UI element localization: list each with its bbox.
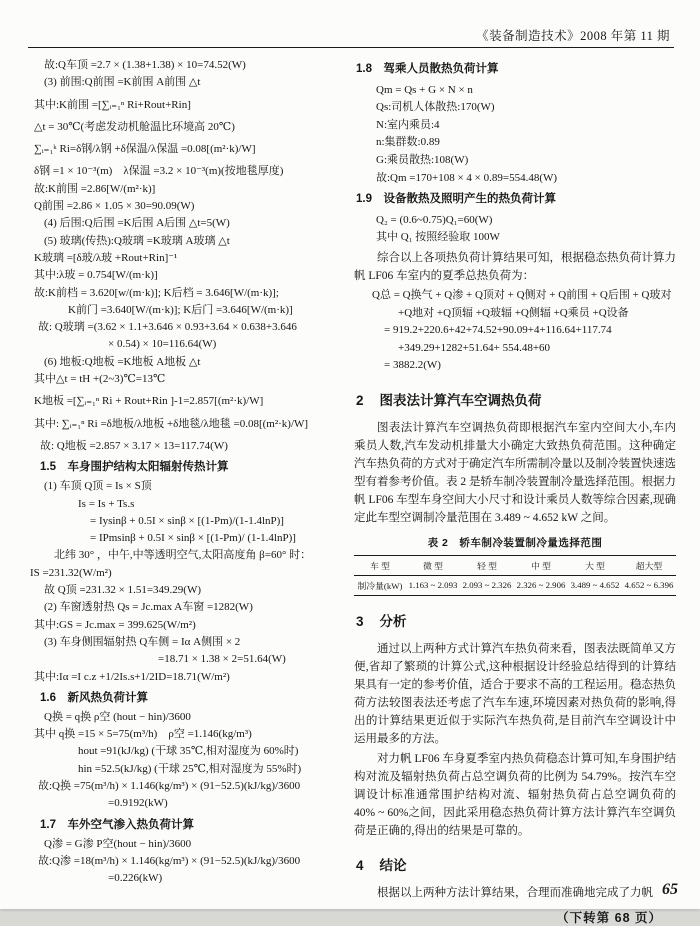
text-line: 故:Q渗 =18(m³/h) × 1.146(kg/m³) × (91−52.5)(kJ/kg)/3600 <box>38 854 301 867</box>
text-line: 其中:GS = Jc.max = 399.625(W/m²) <box>34 618 196 631</box>
table-header-cell: 车 型 <box>370 560 390 571</box>
text-line: n:集群数:0.89 <box>376 136 440 149</box>
text-line: =0.226(kW) <box>108 872 163 885</box>
table-2-header-row <box>354 556 676 576</box>
text-line: = 919.2+220.6+42+74.52+90.09+4+116.64+117.74 <box>384 324 612 337</box>
table-value-cell: 3.489 ~ 4.652 <box>570 580 620 591</box>
text-line: 其中: ∑ᵢ₌₁ⁿ Ri =δ地板/λ地板 +δ地毯/λ地毯 =0.08[(m²·k)/W] <box>34 417 309 430</box>
text-line: 其中△t = tH +(2~3)℃=13℃ <box>34 373 166 386</box>
text-line: Is = Is + Ts.s <box>78 497 135 510</box>
table-value-cell: 4.652 ~ 6.396 <box>624 580 674 591</box>
text-line: Q前围 =2.86 × 1.05 × 30=90.09(W) <box>34 200 195 213</box>
left-column-lines <box>30 57 352 887</box>
text-line: hout =91(kJ/kg) (干球 35℃,相对湿度为 60%时) <box>78 745 299 758</box>
section-2-title: 图表法计算汽车空调热负荷 <box>379 392 542 408</box>
text-line: (6) 地板:Q地板 =K地板 A地板 △t <box>44 355 201 368</box>
text-line: × 0.54) × 10=116.64(W) <box>108 338 217 351</box>
section-4-number: 4 <box>356 857 364 873</box>
text-line: (1) 车顶 Q顶 = Is × S顶 <box>44 480 152 493</box>
text-line: 1.6 新风热负荷计算 <box>40 691 148 704</box>
text-line: 故:Q换 =75(m³/h) × 1.146(kg/m³) × (91−52.5)(kJ/kg)/3600 <box>38 779 301 792</box>
total-load-formula-lines <box>354 287 676 375</box>
text-line: δ钢 =1 × 10⁻³(m) λ保温 =3.2 × 10⁻³(m)(按地毯厚度) <box>34 165 284 178</box>
section-2-number: 2 <box>356 392 364 408</box>
left-column <box>30 57 352 887</box>
section-4-title: 结论 <box>379 857 407 873</box>
text-line: +Q地对 +Q顶辐 +Q玻辐 +Q侧辐 +Q乘员 +Q设备 <box>398 306 629 319</box>
text-line: Q换 = q换 ρ空 (hout − hin)/3600 <box>44 710 191 723</box>
text-line: (4) 后围:Q后围 =K后围 A后围 △t=5(W) <box>44 217 230 230</box>
table-header-cell: 超大型 <box>635 560 663 571</box>
journal-title-header: 《装备制造技术》2008 年第 11 期 <box>476 29 670 43</box>
text-line: ∑ᵢ₌₁ᵏ Ri=δ钢/λ钢 +δ保温/λ保温 =0.08[(m²·k)/W] <box>34 143 256 156</box>
table-2 <box>354 555 676 596</box>
text-line: 其中:Iα =I c.z +1/2Is.s+1/2ID=18.71(W/m²) <box>34 670 230 683</box>
text-line: △t = 30℃(考虑发动机舱温比环境高 20℃) <box>34 120 235 133</box>
text-line: 1.7 车外空气渗入热负荷计算 <box>40 818 194 831</box>
text-line: 故:Qm =170+108 × 4 × 0.89=554.48(W) <box>376 171 558 184</box>
right-column-lines-top <box>354 61 676 247</box>
text-line: = Iysinβ + 0.5I × sinβ × [(1-Pm)/(1-1.4lnP)] <box>90 514 284 527</box>
right-column <box>354 57 676 926</box>
table-value-cell: 2.326 ~ 2.906 <box>516 580 566 591</box>
section-3-paragraph-1: 通过以上两种方式计算汽车热负荷来看，图表法既简单又方便,省却了繁琐的计算公式,这种根据设计经验总结得到的计算结果具有一定的参考价值，适合于要求不高的工程运用。稳态热负荷方法较图表法还考虑了汽车车速,环境因素对热负荷的影响,得出的计算结果更近似于实际汽车热负荷,是目前汽车空调设计中运用最多的方法。 <box>354 642 676 745</box>
text-line: K玻璃 =[δ玻/λ玻 +Rout+Rin]⁻¹ <box>34 251 178 264</box>
text-line: 1.8 驾乘人员散热负荷计算 <box>356 63 499 75</box>
text-line: 1.9 设备散热及照明产生的热负荷计算 <box>356 193 556 206</box>
text-line: = IPmsinβ + 0.5I × sinβ × [(1-Pm)/ (1-1.4lnP)] <box>90 532 296 545</box>
text-line: +349.29+1282+51.64+ 554.48+60 <box>398 341 551 354</box>
text-line: Q渗 = G渗 P空(hout − hin)/3600 <box>44 837 192 850</box>
text-line: 1.5 车身围护结构太阳辐射传热计算 <box>40 461 229 474</box>
section-3-paragraph-2: 对力帆 LF06 车身夏季室内热负荷稳态计算可知,车身围护结构对流及辐射热负荷占总空调负荷的比例为 54.79%。按汽车空调设计标准通常围护结构对流、辐射热负荷占总空调负荷的 40% ~ 60%之间，因此采用稳态热负荷计算方法计算汽车空调负荷是正确的,得出的结果是可靠的。 <box>354 752 676 837</box>
section-3-heading <box>356 610 676 630</box>
section-4-paragraph: 根据以上两种方法计算结果，合理而准确地完成了力帆 <box>377 886 653 899</box>
text-line: 故:K前围 =2.86[W/(m²·k)] <box>34 182 156 195</box>
table-value-cell: 2.093 ~ 2.326 <box>462 580 512 591</box>
text-line: 北纬 30° ，中午,中等透明空气,太阳高度角 β=60° 时： <box>54 549 312 562</box>
text-line: 故: Q玻璃 =(3.62 × 1.1+3.646 × 0.93+3.64 × 0.638+3.646 <box>38 321 297 334</box>
section-4-heading <box>356 854 676 874</box>
text-line: 其中 q换 =15 × 5=75(m³/h) ρ空 =1.146(kg/m³) <box>34 728 252 741</box>
text-line: (5) 玻璃(传热):Q玻璃 =K玻璃 A玻璃 △t <box>44 234 230 247</box>
text-line: K地板 =[∑ᵢ₌₁ⁿ Ri + Rout+Rin ]-1=2.857[(m²·k)/W] <box>34 395 264 408</box>
text-line: (2) 车窗透射热 Qs = Jc.max A车窗 =1282(W) <box>44 601 253 614</box>
table-2-caption: 表 2 轿车制冷装置制冷量选择范围 <box>427 536 603 549</box>
text-line: Qs:司机人体散热:170(W) <box>376 101 495 114</box>
text-line: 其中:λ玻 = 0.754[W/(m·k)] <box>34 269 158 282</box>
text-line: N:室内乘员:4 <box>376 118 440 131</box>
section-2-heading <box>356 389 676 409</box>
section-2-paragraph: 图表法计算汽车空调热负荷即根据汽车室内空间大小,车内乘员人数,汽车发动机排量大小确定大致热负荷范围。这种确定汽车热负荷的方式对于确定汽车所需制冷量以及制冷装置快速选型有着参考价值。表 2 是轿车制冷装置制冷量选择范围。根据力帆 LF06 车型车身空间大小尺寸和设计乘员人数等综合因素,现确定此车型空调制冷量范围在 3.489 ~ 4.652 kW 之间。 <box>354 421 676 524</box>
text-line: 其中:K前围 =[∑ᵢ₌₁ⁿ Ri+Rout+Rin] <box>34 98 191 111</box>
total-load-paragraph: 综合以上各项热负荷计算结果可知，根据稳态热负荷计算力帆 LF06 车室内的夏季总热负荷为： <box>354 251 676 282</box>
text-line: 故:K前档 = 3.620[w/(m·k)]; K后档 = 3.646[W/(m·k)]; <box>34 286 279 299</box>
text-line: K前门 =3.640[W/(m·k)]; K后门 =3.646[W/(m·k)] <box>68 303 293 316</box>
table-value-cell: 制冷量(kW) <box>357 580 403 591</box>
section-3-number: 3 <box>356 613 364 629</box>
text-line: 故: Q地板 =2.857 × 3.17 × 13=117.74(W) <box>40 439 228 452</box>
table-header-cell: 微 型 <box>423 560 443 571</box>
text-line: hin =52.5(kJ/kg) (干球 25℃,相对湿度为 55%时) <box>78 762 302 775</box>
text-line: Q₂ = (0.6~0.75)Q₁=60(W) <box>376 213 493 226</box>
header-rule <box>28 47 674 48</box>
table-header-cell: 大 型 <box>585 560 605 571</box>
text-line: =0.9192(kW) <box>108 797 168 810</box>
text-line: (3) 车身侧围辐射热 Q车侧 = Iα A侧围 × 2 <box>44 635 241 648</box>
text-line: = 3882.2(W) <box>384 359 441 372</box>
page-number: 65 <box>662 881 678 898</box>
text-line: 故:Q车顶 =2.7 × (1.38+1.38) × 10=74.52(W) <box>44 59 246 71</box>
continued-on-page-note: （下转第 68 页） <box>556 910 662 925</box>
table-header-cell: 轻 型 <box>477 560 497 571</box>
text-line: Q总 = Q换气 + Q渗 + Q顶对 + Q侧对 + Q前围 + Q后围 + Q玻对 <box>372 288 672 301</box>
text-line: 其中 Q₁ 按照经验取 100W <box>376 231 500 244</box>
section-3-title: 分析 <box>379 613 407 629</box>
text-line: (3) 前围:Q前围 =K前围 A前围 △t <box>44 76 201 89</box>
text-line: G:乘员散热:108(W) <box>376 153 469 166</box>
table-2-value-row <box>354 576 676 595</box>
table-value-cell: 1.163 ~ 2.093 <box>408 580 458 591</box>
text-line: IS =231.32(W/m²) <box>30 566 112 579</box>
text-line: 故 Q顶 =231.32 × 1.51=349.29(W) <box>44 584 202 597</box>
table-header-cell: 中 型 <box>531 560 551 571</box>
text-line: Qm = Qs + G × N × n <box>376 83 473 96</box>
text-line: =18.71 × 1.38 × 2=51.64(W) <box>158 653 286 666</box>
